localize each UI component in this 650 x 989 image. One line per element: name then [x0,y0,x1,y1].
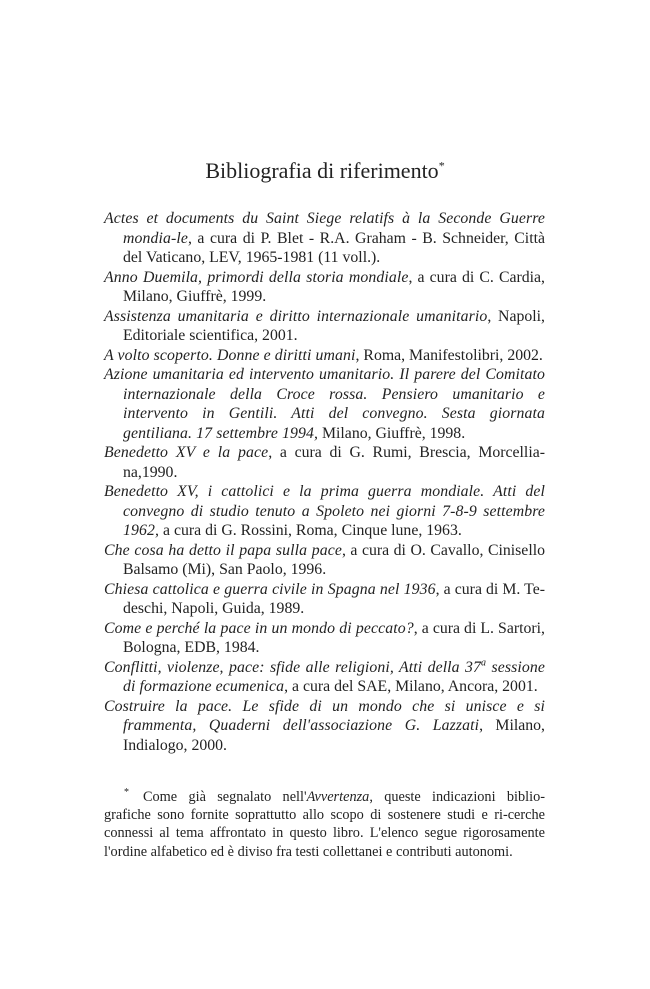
bibliography-entry [104,209,545,268]
entry-work-title: Chiesa cattolica e guerra civile in Spagna nel 1936 [104,580,436,598]
ordinal-superscript: a [481,657,487,669]
bibliography-entry [104,580,545,619]
entry-work-title: Benedetto XV, i cattolici e la prima guerra mondiale. Atti del convegno di studio tenuto a Spoleto nei giorni 7-8-9 settembre 1962, [104,483,545,539]
entry-details: , Roma, Manifestolibri, 2002. [355,346,543,364]
footnote-marker: * [124,787,129,799]
footnote-body [104,788,545,861]
entry-work-title: A volto scoperto. Donne e diritti umani [104,346,356,364]
bibliography-entry [104,697,545,756]
entry-work-title-continued: sessione di formazione ecumenica [123,658,545,695]
bibliography-entry [104,482,545,541]
entry-details: , a cura di L. Sartori, Bologna, EDB, 1984. [123,619,545,656]
entry-work-title: Benedetto XV e la pace [104,444,269,461]
footnote [104,788,545,861]
bibliography-entry [104,307,545,346]
footnote-text-before: Come già segnalato nell' [143,789,307,805]
bibliography-entry [104,619,545,658]
entry-work-title: Costruire la pace. Le sfide di un mondo che si unisce e si frammenta, Quaderni dell'associazione G. Lazzati [104,697,545,734]
footnote-text-after: , queste indicazioni biblio-grafiche sono fornite soprattutto allo scopo di sostenere studi e ri-cerche connessi al tema affrontato in questo libro. L'elenco segue rigorosamente l'ordine alfabetico ed è diviso fra testi collettanei e contributi autonomi. [104,789,545,860]
bibliography-entry [104,268,545,307]
entry-details: , a cura di C. Cardia, Milano, Giuffrè, 1999. [123,268,545,305]
entry-work-title: Assistenza umanitaria e diritto internazionale umanitario [104,307,488,325]
entry-details: , a cura di M. Te-deschi, Napoli, Guida, 1989. [123,580,545,617]
entry-work-title: Come e perché la pace in un mondo di peccato? [104,619,414,637]
bibliography-entry [104,365,545,443]
entry-details: , a cura di G. Rumi, Brescia, Morcellia-na,1990. [123,444,545,481]
title-footnote-marker: * [438,158,445,173]
page-title [0,157,650,185]
entry-details: , a cura di P. Blet - R.A. Graham - B. Schneider, Città del Vaticano, LEV, 1965-1981 (11 voll.). [123,229,545,266]
entry-work-title: Conflitti, violenze, pace: sfide alle religioni, Atti della 37 [104,658,482,676]
bibliography-list [104,209,545,755]
entry-work-title: Actes et documents du Saint Siege relatifs à la Seconde Guerre mondia-le [104,210,545,247]
entry-work-title: Anno Duemila, primordi della storia mondiale [104,268,409,286]
bibliography-entry [104,541,545,580]
bibliography-entry [104,346,545,366]
entry-details: a cura di G. Rossini, Roma, Cinque lune, 1963. [159,522,462,539]
entry-work-title: Azione umanitaria ed intervento umanitario. Il parere del Comitato internazionale della Croce rossa. Pensiero umanitario e intervento in Gentili. Atti del convegno. Sesta giornata gentiliana. 17 settembre 1994, [104,366,545,442]
title-text: Bibliografia di riferimento [205,158,439,183]
entry-details: , Napoli, Editoriale scientifica, 2001. [123,307,545,344]
entry-work-title: Che cosa ha detto il papa sulla pace [104,541,342,559]
bibliography-entry [104,443,545,482]
entry-details: , a cura di O. Cavallo, Cinisello Balsamo (Mi), San Paolo, 1996. [123,541,545,578]
entry-details: , a cura del SAE, Milano, Ancora, 2001. [284,678,538,695]
entry-details: Milano, Giuffrè, 1998. [318,424,466,442]
entry-details: , Milano, Indialogo, 2000. [123,717,546,754]
bibliography-entry [104,658,545,697]
footnote-italic-term: Avvertenza [306,789,370,805]
